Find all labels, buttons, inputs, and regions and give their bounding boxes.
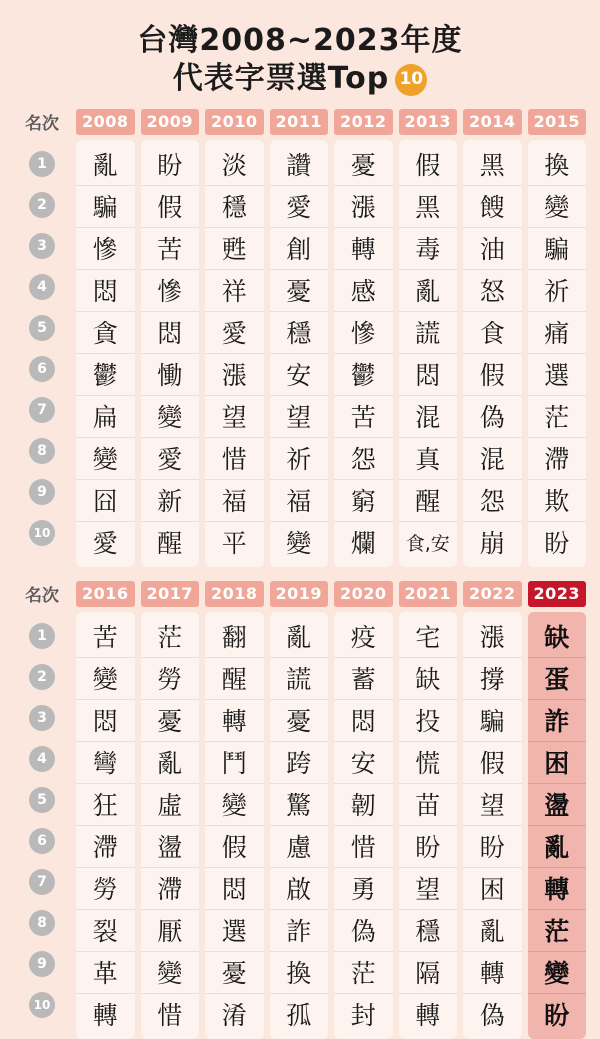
word-cell: 蛋 xyxy=(528,658,587,700)
word-cell: 望 xyxy=(399,868,458,910)
year-column-2009 xyxy=(141,140,200,567)
word-cell: 滯 xyxy=(76,826,135,868)
word-cell: 裂 xyxy=(76,910,135,952)
word-cell: 驚 xyxy=(270,784,329,826)
word-cell: 啟 xyxy=(270,868,329,910)
word-cell: 轉 xyxy=(463,952,522,994)
word-cell: 鬱 xyxy=(76,354,135,396)
year-column-2018 xyxy=(205,612,264,1039)
word-cell: 滯 xyxy=(141,868,200,910)
word-cell: 慘 xyxy=(76,228,135,270)
word-cell: 跨 xyxy=(270,742,329,784)
year-header-2022: 2022 xyxy=(463,581,522,607)
word-cell: 創 xyxy=(270,228,329,270)
rank-badge: 7 xyxy=(29,869,55,895)
top-ten-badge: 10 xyxy=(395,64,427,96)
word-cell: 盪 xyxy=(141,826,200,868)
word-cell: 盼 xyxy=(463,826,522,868)
word-cell: 隔 xyxy=(399,952,458,994)
word-cell: 平 xyxy=(221,529,247,559)
rank-cell xyxy=(14,144,70,185)
word-cell: 苦 xyxy=(334,396,393,438)
word-cell: 憂 xyxy=(205,952,264,994)
word-cell: 變 xyxy=(286,529,312,559)
word-cell: 亂 xyxy=(528,826,587,868)
word-cell: 謊 xyxy=(270,658,329,700)
word-cell: 盼 xyxy=(399,826,458,868)
word-cell: 假 xyxy=(141,186,200,228)
year-column-2021 xyxy=(399,612,458,1039)
rank-header-second: 名次 xyxy=(25,586,59,607)
word-cell: 苦 xyxy=(76,616,135,658)
word-cell: 愛 xyxy=(270,186,329,228)
rank-header-first: 名次 xyxy=(25,114,59,135)
word-cell: 漲 xyxy=(334,186,393,228)
word-cell: 革 xyxy=(76,952,135,994)
word-cell: 選 xyxy=(528,354,587,396)
word-cell: 勞 xyxy=(141,658,200,700)
word-cell: 愛 xyxy=(205,312,264,354)
rank-badge: 7 xyxy=(29,397,55,423)
word-cell: 茫 xyxy=(528,396,587,438)
word-cell: 蓄 xyxy=(334,658,393,700)
rank-badge: 6 xyxy=(29,356,55,382)
word-cell: 醒 xyxy=(157,529,183,559)
rank-column-second xyxy=(14,612,70,1039)
table-block-second xyxy=(14,581,586,1039)
word-cell: 翻 xyxy=(205,616,264,658)
rank-cell xyxy=(14,698,70,739)
word-cell: 狂 xyxy=(76,784,135,826)
word-cell: 望 xyxy=(463,784,522,826)
word-cell: 茫 xyxy=(334,952,393,994)
body-row-first xyxy=(14,135,586,567)
word-cell: 毒 xyxy=(399,228,458,270)
word-cell: 苦 xyxy=(141,228,200,270)
word-cell: 悶 xyxy=(205,868,264,910)
word-cell: 偽 xyxy=(463,396,522,438)
word-cell: 醒 xyxy=(205,658,264,700)
word-cell: 宅 xyxy=(399,616,458,658)
rank-cell xyxy=(14,513,70,554)
word-cell: 悶 xyxy=(141,312,200,354)
word-cell: 福 xyxy=(270,480,329,522)
rank-badge: 2 xyxy=(29,192,55,218)
year-header-2008: 2008 xyxy=(76,109,135,135)
word-cell: 假 xyxy=(399,144,458,186)
word-cell: 投 xyxy=(399,700,458,742)
word-cell: 黑 xyxy=(399,186,458,228)
rank-badge: 3 xyxy=(29,705,55,731)
word-cell: 餿 xyxy=(463,186,522,228)
word-cell: 變 xyxy=(76,658,135,700)
word-cell: 愛 xyxy=(92,529,118,559)
rank-cell xyxy=(14,472,70,513)
word-cell: 缺 xyxy=(528,616,587,658)
title-line-2-row xyxy=(14,60,586,98)
word-cell: 謊 xyxy=(399,312,458,354)
word-cell: 安 xyxy=(270,354,329,396)
word-cell: 淆 xyxy=(221,1001,247,1031)
word-cell: 偽 xyxy=(479,1001,505,1031)
word-cell: 滯 xyxy=(528,438,587,480)
word-cell: 轉 xyxy=(92,1001,118,1031)
word-cell: 囧 xyxy=(76,480,135,522)
year-header-2019: 2019 xyxy=(270,581,329,607)
word-cell: 穩 xyxy=(205,186,264,228)
word-cell: 撐 xyxy=(463,658,522,700)
rank-cell xyxy=(14,657,70,698)
word-cell: 穩 xyxy=(270,312,329,354)
word-cell: 爛 xyxy=(350,529,376,559)
word-cell: 厭 xyxy=(141,910,200,952)
year-header-2020: 2020 xyxy=(334,581,393,607)
word-cell: 惜 xyxy=(157,1001,183,1031)
title-line-1: 台灣2008~2023年度 xyxy=(137,23,463,58)
word-cell: 悶 xyxy=(399,354,458,396)
word-cell: 窮 xyxy=(334,480,393,522)
word-cell: 缺 xyxy=(399,658,458,700)
year-column-2008 xyxy=(76,140,135,567)
word-cell: 崩 xyxy=(479,529,505,559)
rank-cell xyxy=(14,985,70,1026)
word-cell: 選 xyxy=(205,910,264,952)
word-cell: 換 xyxy=(528,144,587,186)
word-cell: 祈 xyxy=(270,438,329,480)
word-cell: 混 xyxy=(463,438,522,480)
word-cell: 醒 xyxy=(399,480,458,522)
year-header-2014: 2014 xyxy=(463,109,522,135)
year-column-2013 xyxy=(399,140,458,567)
word-cell: 惜 xyxy=(205,438,264,480)
rank-badge: 9 xyxy=(29,479,55,505)
word-cell: 望 xyxy=(205,396,264,438)
word-cell: 亂 xyxy=(141,742,200,784)
word-cell: 食,安 xyxy=(405,532,450,555)
header-row-first xyxy=(14,109,586,135)
word-cell: 盼 xyxy=(544,529,570,559)
word-cell: 祈 xyxy=(528,270,587,312)
word-cell: 慌 xyxy=(399,742,458,784)
year-header-2016: 2016 xyxy=(76,581,135,607)
rank-badge: 3 xyxy=(29,233,55,259)
year-header-2023: 2023 xyxy=(528,581,587,607)
rank-cell xyxy=(14,267,70,308)
table-block-first xyxy=(14,109,586,567)
rank-badge: 6 xyxy=(29,828,55,854)
word-cell: 漲 xyxy=(463,616,522,658)
year-header-2009: 2009 xyxy=(141,109,200,135)
word-cell: 惜 xyxy=(334,826,393,868)
year-column-2010 xyxy=(205,140,264,567)
word-cell: 變 xyxy=(528,952,587,994)
word-cell: 盪 xyxy=(528,784,587,826)
rank-badge: 8 xyxy=(29,438,55,464)
word-cell: 茫 xyxy=(528,910,587,952)
rank-badge: 1 xyxy=(29,623,55,649)
title-line-2: 代表字票選Top xyxy=(172,61,390,97)
rank-badge: 9 xyxy=(29,951,55,977)
rank-badge: 5 xyxy=(29,787,55,813)
year-column-2017 xyxy=(141,612,200,1039)
word-cell: 虛 xyxy=(141,784,200,826)
year-column-2019 xyxy=(270,612,329,1039)
word-cell: 黑 xyxy=(463,144,522,186)
year-header-2010: 2010 xyxy=(205,109,264,135)
rank-badge: 5 xyxy=(29,315,55,341)
word-cell: 慮 xyxy=(270,826,329,868)
word-cell: 祥 xyxy=(205,270,264,312)
word-cell: 假 xyxy=(205,826,264,868)
word-cell: 新 xyxy=(141,480,200,522)
word-cell: 盼 xyxy=(544,1001,570,1031)
word-cell: 感 xyxy=(334,270,393,312)
word-cell: 詐 xyxy=(528,700,587,742)
year-column-2023 xyxy=(528,612,587,1039)
word-cell: 轉 xyxy=(205,700,264,742)
word-cell: 扁 xyxy=(76,396,135,438)
word-cell: 變 xyxy=(141,396,200,438)
word-cell: 轉 xyxy=(415,1001,441,1031)
word-cell: 偽 xyxy=(334,910,393,952)
word-cell: 盼 xyxy=(141,144,200,186)
word-cell: 食 xyxy=(463,312,522,354)
word-cell: 亂 xyxy=(270,616,329,658)
word-cell: 安 xyxy=(334,742,393,784)
word-cell: 真 xyxy=(399,438,458,480)
word-cell: 假 xyxy=(463,354,522,396)
rank-badge: 10 xyxy=(29,992,55,1018)
rank-cell xyxy=(14,944,70,985)
rank-cell xyxy=(14,431,70,472)
rank-cell xyxy=(14,616,70,657)
rank-cell xyxy=(14,226,70,267)
year-header-2021: 2021 xyxy=(399,581,458,607)
word-cell: 憂 xyxy=(141,700,200,742)
word-cell: 怒 xyxy=(463,270,522,312)
rank-cell xyxy=(14,903,70,944)
rank-badge: 1 xyxy=(29,151,55,177)
body-row-second xyxy=(14,607,586,1039)
word-cell: 騙 xyxy=(76,186,135,228)
word-cell: 福 xyxy=(205,480,264,522)
word-cell: 慘 xyxy=(141,270,200,312)
word-cell: 穩 xyxy=(399,910,458,952)
rank-cell xyxy=(14,185,70,226)
year-column-2015 xyxy=(528,140,587,567)
word-cell: 彎 xyxy=(76,742,135,784)
word-cell: 慟 xyxy=(141,354,200,396)
rank-cell xyxy=(14,349,70,390)
rank-badge: 8 xyxy=(29,910,55,936)
word-cell: 轉 xyxy=(334,228,393,270)
year-header-2018: 2018 xyxy=(205,581,264,607)
rank-cell xyxy=(14,739,70,780)
word-cell: 疫 xyxy=(334,616,393,658)
word-cell: 亂 xyxy=(463,910,522,952)
word-cell: 貪 xyxy=(76,312,135,354)
word-cell: 望 xyxy=(270,396,329,438)
word-cell: 變 xyxy=(205,784,264,826)
word-cell: 變 xyxy=(141,952,200,994)
year-header-2012: 2012 xyxy=(334,109,393,135)
word-cell: 困 xyxy=(528,742,587,784)
word-cell: 憂 xyxy=(334,144,393,186)
word-cell: 怨 xyxy=(334,438,393,480)
word-cell: 孤 xyxy=(286,1001,312,1031)
word-cell: 油 xyxy=(463,228,522,270)
word-cell: 困 xyxy=(463,868,522,910)
rank-cell xyxy=(14,821,70,862)
word-cell: 換 xyxy=(270,952,329,994)
word-cell: 鬱 xyxy=(334,354,393,396)
word-cell: 甦 xyxy=(205,228,264,270)
word-cell: 亂 xyxy=(76,144,135,186)
word-cell: 怨 xyxy=(463,480,522,522)
word-cell: 詐 xyxy=(270,910,329,952)
word-cell: 痛 xyxy=(528,312,587,354)
word-cell: 變 xyxy=(528,186,587,228)
year-header-2013: 2013 xyxy=(399,109,458,135)
year-column-2022 xyxy=(463,612,522,1039)
rank-badge: 4 xyxy=(29,746,55,772)
word-cell: 轉 xyxy=(528,868,587,910)
year-header-2017: 2017 xyxy=(141,581,200,607)
word-cell: 欺 xyxy=(528,480,587,522)
header-row-second xyxy=(14,581,586,607)
year-column-2020 xyxy=(334,612,393,1039)
word-cell: 漲 xyxy=(205,354,264,396)
rank-column-first xyxy=(14,140,70,567)
year-column-2014 xyxy=(463,140,522,567)
word-cell: 茫 xyxy=(141,616,200,658)
word-cell: 韌 xyxy=(334,784,393,826)
word-cell: 鬥 xyxy=(205,742,264,784)
word-cell: 憂 xyxy=(270,270,329,312)
year-header-2011: 2011 xyxy=(270,109,329,135)
word-cell: 亂 xyxy=(399,270,458,312)
rank-cell xyxy=(14,862,70,903)
word-cell: 讚 xyxy=(270,144,329,186)
rank-badge: 2 xyxy=(29,664,55,690)
year-column-2016 xyxy=(76,612,135,1039)
word-cell: 愛 xyxy=(141,438,200,480)
word-cell: 變 xyxy=(76,438,135,480)
word-cell: 悶 xyxy=(76,700,135,742)
rank-badge: 4 xyxy=(29,274,55,300)
word-cell: 混 xyxy=(399,396,458,438)
word-cell: 騙 xyxy=(463,700,522,742)
word-cell: 假 xyxy=(463,742,522,784)
rank-cell xyxy=(14,308,70,349)
rank-cell xyxy=(14,390,70,431)
year-column-2012 xyxy=(334,140,393,567)
word-cell: 勇 xyxy=(334,868,393,910)
rank-badge: 10 xyxy=(29,520,55,546)
page-title xyxy=(14,22,586,99)
word-cell: 苗 xyxy=(399,784,458,826)
word-cell: 慘 xyxy=(334,312,393,354)
word-cell: 勞 xyxy=(76,868,135,910)
year-header-2015: 2015 xyxy=(528,109,587,135)
word-cell: 封 xyxy=(350,1001,376,1031)
word-cell: 淡 xyxy=(205,144,264,186)
word-cell: 悶 xyxy=(334,700,393,742)
word-cell: 悶 xyxy=(76,270,135,312)
year-column-2011 xyxy=(270,140,329,567)
word-cell: 騙 xyxy=(528,228,587,270)
word-cell: 憂 xyxy=(270,700,329,742)
rank-cell xyxy=(14,780,70,821)
